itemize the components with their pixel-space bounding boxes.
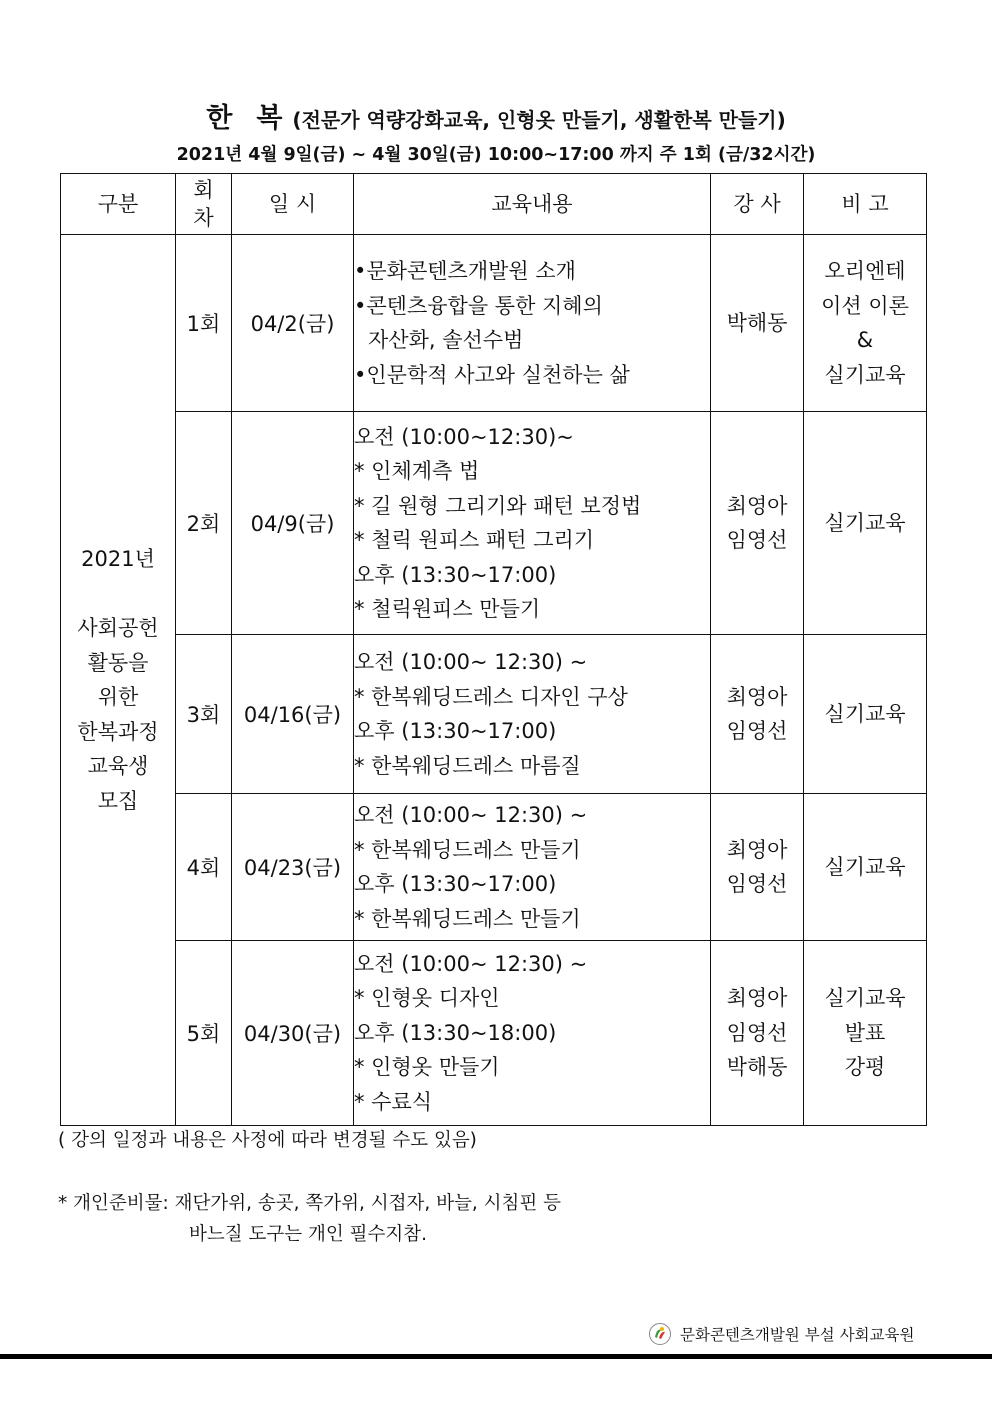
- session-cell: 5회: [176, 941, 232, 1126]
- instructor-cell: 최영아 임영선: [711, 635, 804, 794]
- header-session: 회 차: [176, 174, 232, 235]
- remarks-cell: 실기교육: [804, 412, 927, 635]
- title-main: 한 복: [206, 103, 285, 134]
- table-row: [61, 235, 927, 412]
- table-row: [61, 412, 927, 635]
- session-cell: 2회: [176, 412, 232, 635]
- footer: [648, 1322, 914, 1346]
- footer-org-name: 문화콘텐츠개발원 부설 사회교육원: [680, 1326, 915, 1344]
- org-logo-icon: [648, 1322, 672, 1346]
- preparation-note: [58, 1188, 561, 1250]
- title-sub: (전문가 역량강화교육, 인형옷 만들기, 생활한복 만들기): [292, 108, 786, 132]
- group-cell: 2021년 사회공헌 활동을 위한 한복과정 교육생 모집: [61, 235, 176, 1126]
- date-cell: 04/2(금): [232, 235, 354, 412]
- content-cell: 오전 (10:00~12:30)~ * 인체계측 법 * 길 원형 그리기와 패턴 보정법 * 철릭 원피스 패턴 그리기 오후 (13:30~17:00) * 철릭원피스 만들기: [354, 412, 711, 635]
- prep-line-2: 바느질 도구는 개인 필수지참.: [189, 1224, 427, 1245]
- date-cell: 04/23(금): [232, 794, 354, 941]
- remarks-cell: 실기교육: [804, 794, 927, 941]
- remarks-cell: 실기교육: [804, 635, 927, 794]
- instructor-cell: 박해동: [711, 235, 804, 412]
- remarks-cell: 실기교육 발표 강평: [804, 941, 927, 1126]
- header-category: 구분: [61, 174, 176, 235]
- prep-line-1: * 개인준비물: 재단가위, 송곳, 쪽가위, 시접자, 바늘, 시침핀 등: [58, 1193, 561, 1214]
- header-datetime: 일 시: [232, 174, 354, 235]
- instructor-cell: 최영아 임영선 박해동: [711, 941, 804, 1126]
- bottom-divider: [0, 1354, 992, 1359]
- date-cell: 04/9(금): [232, 412, 354, 635]
- date-cell: 04/16(금): [232, 635, 354, 794]
- table-row: [61, 635, 927, 794]
- date-cell: 04/30(금): [232, 941, 354, 1126]
- schedule-change-note: ( 강의 일정과 내용은 사정에 따라 변경될 수도 있음): [58, 1130, 477, 1151]
- header-remarks: 비 고: [804, 174, 927, 235]
- remarks-cell: 오리엔테 이션 이론 & 실기교육: [804, 235, 927, 412]
- schedule-summary: 2021년 4월 9일(금) ~ 4월 30일(금) 10:00~17:00 까지 주 1회 (금/32시간): [176, 145, 816, 165]
- content-cell: •문화콘텐츠개발원 소개 •콘텐츠융합을 통한 지혜의 자산화, 솔선수범 •인문학적 사고와 실천하는 삶: [354, 235, 711, 412]
- content-cell: 오전 (10:00~ 12:30) ~ * 한복웨딩드레스 만들기 오후 (13:30~17:00) * 한복웨딩드레스 만들기: [354, 794, 711, 941]
- session-cell: 1회: [176, 235, 232, 412]
- header-instructor: 강 사: [711, 174, 804, 235]
- table-row: [61, 941, 927, 1126]
- session-cell: 4회: [176, 794, 232, 941]
- instructor-cell: 최영아 임영선: [711, 412, 804, 635]
- table-header-row: [61, 174, 927, 235]
- document-title: [0, 96, 992, 135]
- instructor-cell: 최영아 임영선: [711, 794, 804, 941]
- header-content: 교육내용: [354, 174, 711, 235]
- content-cell: 오전 (10:00~ 12:30) ~ * 인형옷 디자인 오후 (13:30~18:00) * 인형옷 만들기 * 수료식: [354, 941, 711, 1126]
- content-cell: 오전 (10:00~ 12:30) ~ * 한복웨딩드레스 디자인 구상 오후 (13:30~17:00) * 한복웨딩드레스 마름질: [354, 635, 711, 794]
- schedule-table: [60, 173, 927, 1126]
- session-cell: 3회: [176, 635, 232, 794]
- table-row: [61, 794, 927, 941]
